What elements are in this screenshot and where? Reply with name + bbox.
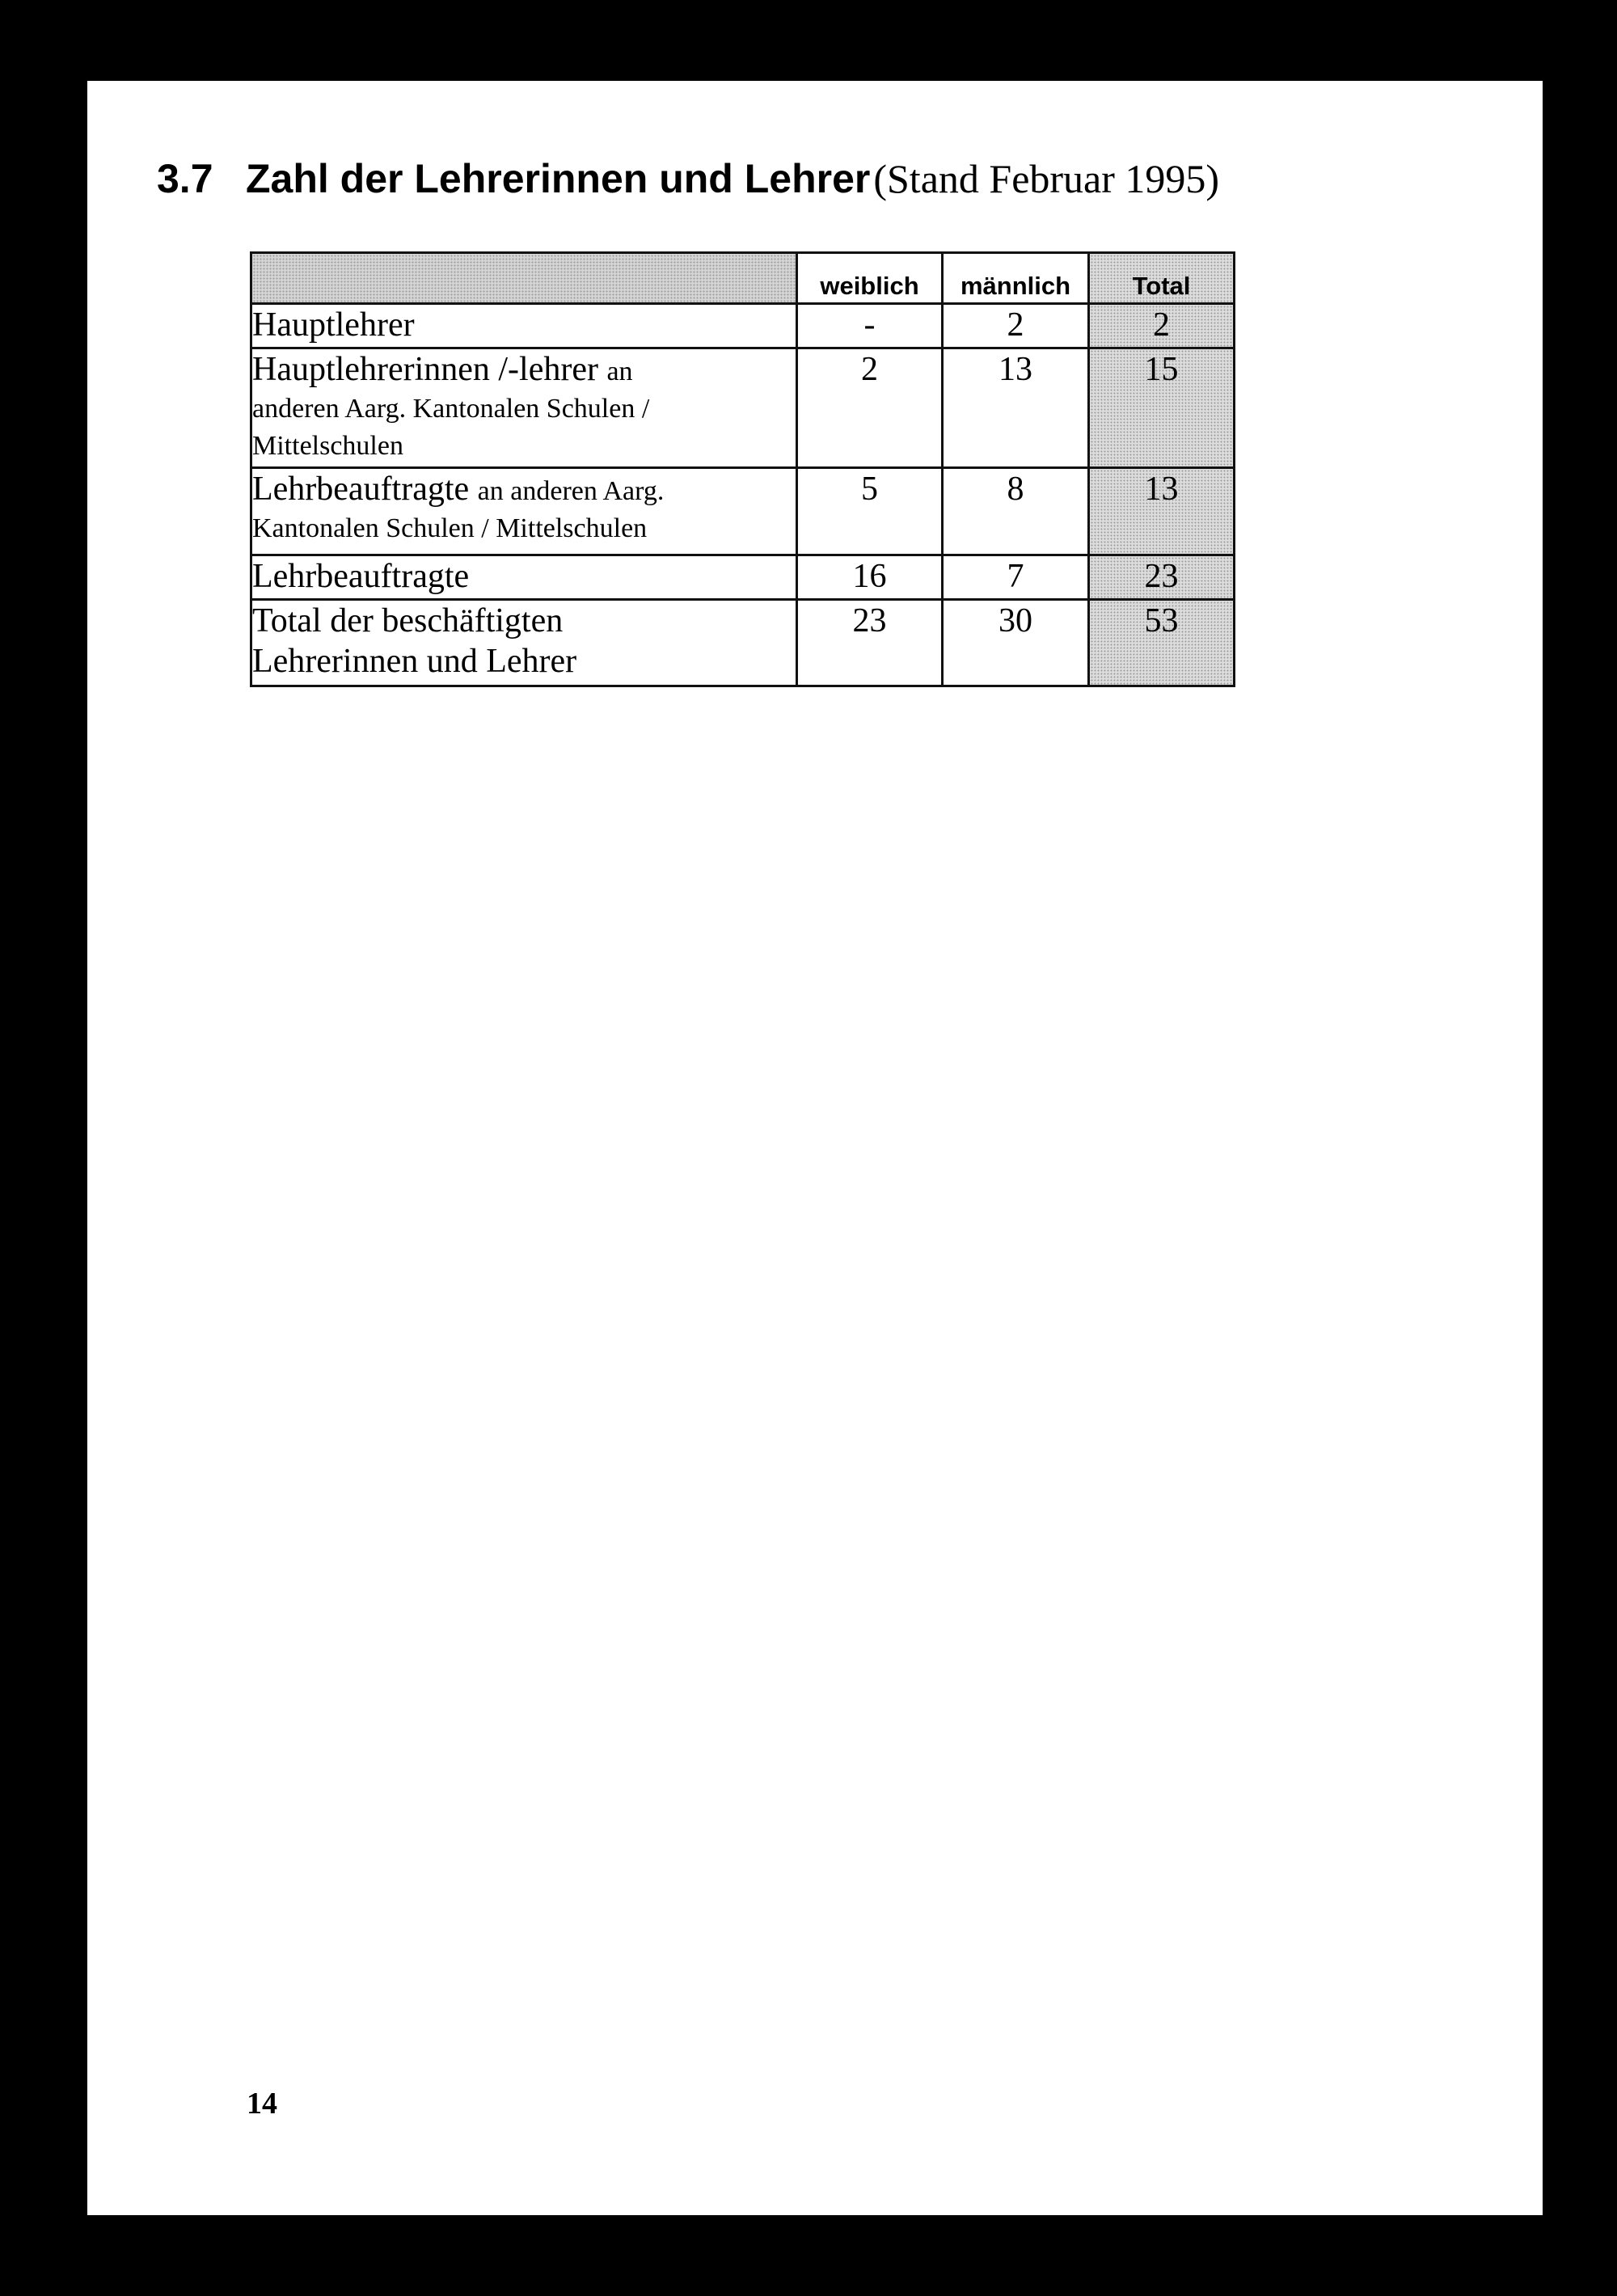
row-label-main: Lehrbeauftragte: [252, 471, 470, 508]
section-subtitle: (Stand Februar 1995): [873, 156, 1220, 201]
cell-total: 13: [1089, 468, 1235, 555]
section-number: 3.7: [157, 156, 213, 201]
row-label-main: Lehrbeauftragte: [252, 558, 470, 595]
page-number: 14: [247, 2087, 277, 2121]
cell-maennlich: 2: [943, 304, 1089, 348]
table-row: [251, 304, 1235, 348]
row-label: [251, 468, 797, 555]
table-header-row: [251, 253, 1235, 304]
cell-weiblich: 2: [797, 348, 943, 468]
row-label-small: an anderen Aarg.: [477, 476, 665, 506]
teachers-table: [250, 251, 1235, 687]
cell-maennlich: 7: [943, 555, 1089, 600]
section-title: Zahl der Lehrerinnen und Lehrer: [246, 156, 871, 201]
cell-weiblich: 16: [797, 555, 943, 600]
row-label-main: Total der beschäftigten Lehrerinnen und Lehrer: [252, 602, 577, 680]
row-label-small: an: [606, 357, 633, 386]
cell-maennlich: 13: [943, 348, 1089, 468]
row-label: [251, 555, 797, 600]
row-label-main: Hauptlehrerinnen /-lehrer: [252, 351, 598, 388]
row-label-main: Hauptlehrer: [252, 306, 415, 344]
table-row: [251, 468, 1235, 555]
cell-total: 2: [1089, 304, 1235, 348]
header-total: Total: [1089, 253, 1235, 304]
cell-total: 53: [1089, 600, 1235, 686]
cell-total: 23: [1089, 555, 1235, 600]
row-label: [251, 348, 797, 468]
table-row: [251, 600, 1235, 686]
row-label: [251, 600, 797, 686]
header-weiblich: weiblich: [797, 253, 943, 304]
row-label-rest: Kantonalen Schulen / Mittelschulen: [252, 513, 648, 543]
cell-weiblich: -: [797, 304, 943, 348]
header-blank-cell: [251, 253, 797, 304]
section-heading: [157, 158, 1219, 199]
cell-weiblich: 23: [797, 600, 943, 686]
table-row: [251, 555, 1235, 600]
cell-total: 15: [1089, 348, 1235, 468]
row-label-rest: anderen Aarg. Kantonalen Schulen / Mittelschulen: [252, 394, 650, 461]
cell-weiblich: 5: [797, 468, 943, 555]
cell-maennlich: 30: [943, 600, 1089, 686]
row-label: [251, 304, 797, 348]
header-maennlich: männlich: [943, 253, 1089, 304]
cell-maennlich: 8: [943, 468, 1089, 555]
table-row: [251, 348, 1235, 468]
